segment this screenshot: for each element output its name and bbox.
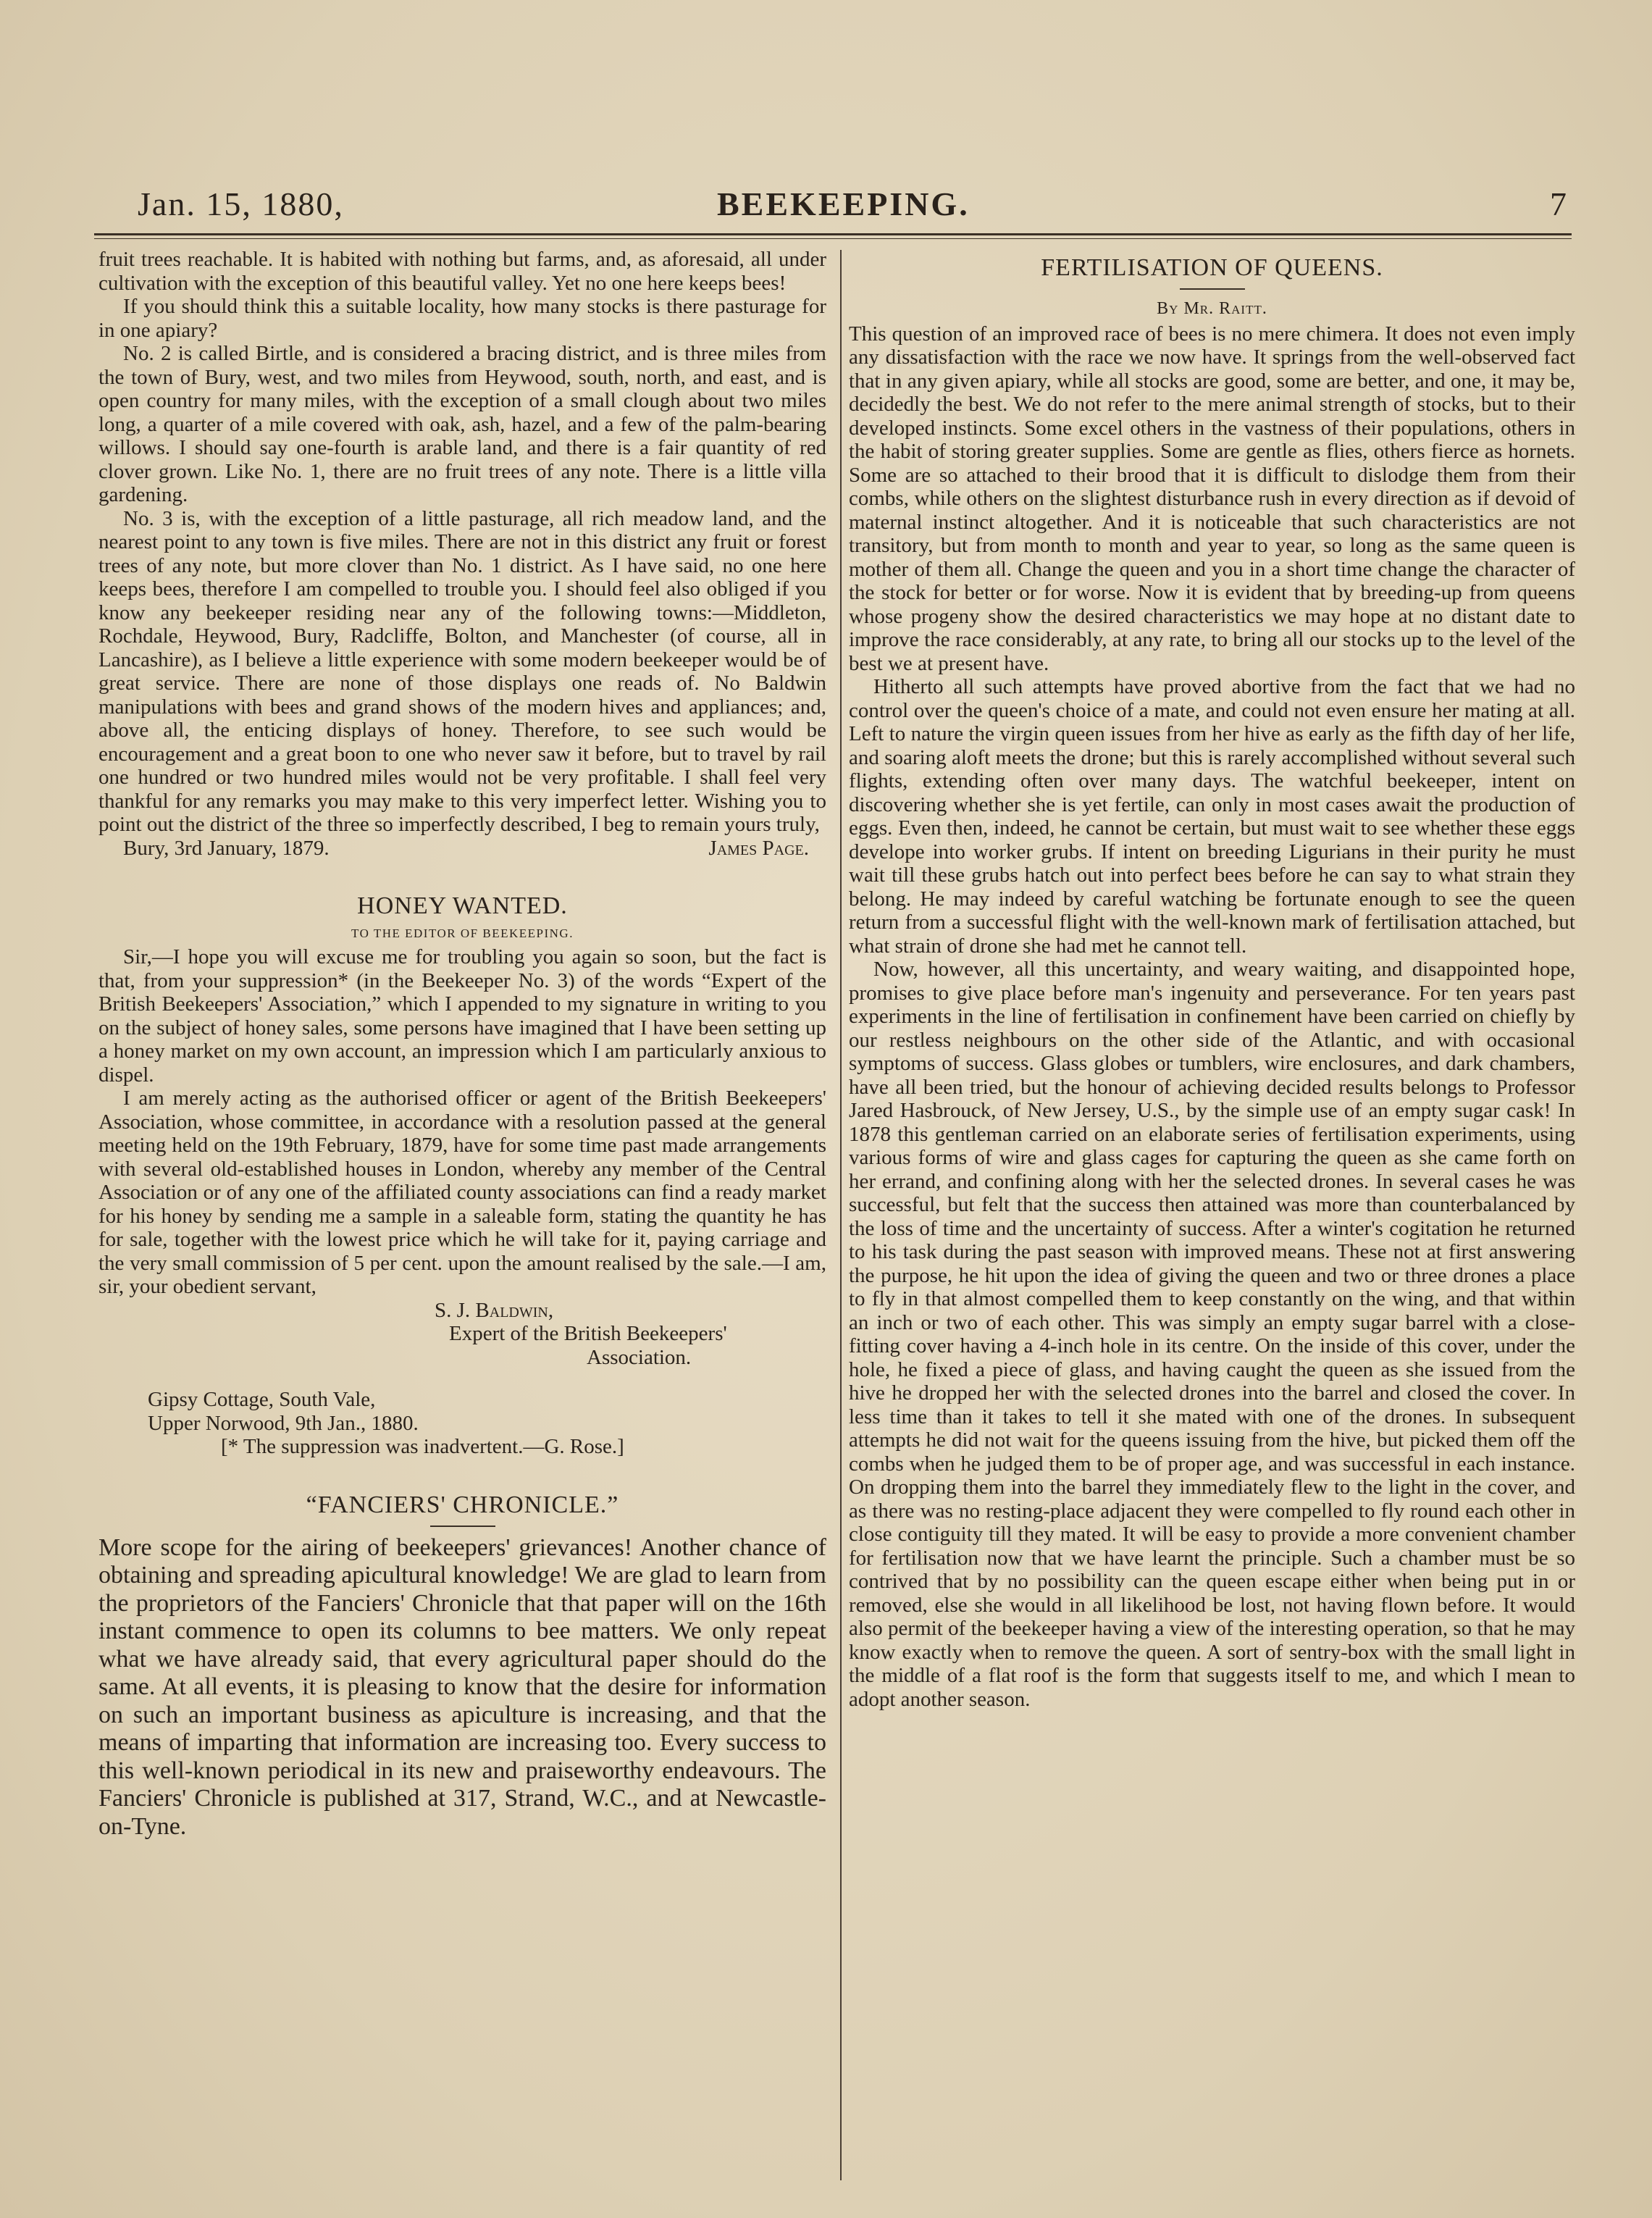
- honey-paragraph: Sir,—I hope you will excuse me for troubling you again so soon, but the fact is that, from your suppression* (in the Beekeeper No. 3) of the words “Expert of the British Beekeepers' Association,” which I appended to my signature in writing to you on the subject of honey sales, some persons have imagined that I have been setting up a honey market on my own account, an impression which I am particularly anxious to dispel.: [98, 945, 826, 1087]
- letter-paragraph: No. 2 is called Birtle, and is considered a bracing district, and is three miles from the town of Bury, west, and two miles from Heywood, south, north, and east, and is open country for many miles, with the exception of a small clough about two miles long, a quarter of a mile covered with oak, ash, hazel, and a few of the palm-bearing willows. I should say one-fourth is arable land, and there is a fair quantity of red clover grown. Like No. 1, there are no fruit trees of any note. There is a little villa gardening.: [98, 342, 826, 506]
- column-divider: [840, 250, 842, 2180]
- honey-signature: S. J. Baldwin,: [435, 1298, 554, 1322]
- honey-signature-title: Expert of the British Beekeepers': [449, 1322, 727, 1345]
- header-rule: [94, 233, 1572, 235]
- letter-signoff: [98, 837, 826, 861]
- honey-address: Gipsy Cottage, South Vale,: [148, 1388, 376, 1411]
- honey-address: Upper Norwood, 9th Jan., 1880.: [148, 1411, 419, 1435]
- article-paragraph: Now, however, all this uncertainty, and weary waiting, and disappointed hope, promises to give place before man's ingenuity and perseverance. For ten years past experiments in the line of fertilisation in confinement have been carried on chiefly by our restless neighbours on the other side of the Atlantic, and with occasional symptoms of success. Glass globes or tumblers, wire enclosures, and dark chambers, have all been tried, but the honour of achieving decided results belongs to Professor Jared Hasbrouck, of New Jersey, U.S., by the simple use of an empty sugar cask! In 1878 this gentleman carried on an elaborate series of fertilisation experiments, using various forms of wire and glass cages for capturing the queen as she came forth on her errand, and confining along with her the selected drones. In several cases he was successful, but felt that the success then attained was more than counterbalanced by the loss of time and the uncertainty of success. After a winter's cogitation he returned to his task during the past season with improved means. These not at first answering the purpose, he hit upon the idea of giving the queen and two or three drones a place to fly in that almost compelled them to keep constantly on the wing, and that within an inch or two of each other. This was simply an empty sugar barrel with a close-fitting cover having a 4-inch hole in its centre. On the inside of this cover, under the hole, he fixed a piece of glass, and having caught the queen as she issued from the hive he dropped her with the selected drones into the barrel and closed the cover. In less time than it takes to tell it she mated with one of the drones. In subsequent attempts he did not wait for the queens issuing from the hive, but picked them off the combs when he judged them to be of proper age, and was successful in each instance. On dropping them into the barrel they immediately flew to the light in the cover, and as there was no resting-place adjacent they were compelled to fly round each other in close contiguity till they mated. It will be easy to provide a more convenient chamber for fertilisation now that we have learnt the principle. Such a chamber must be so contrived that by no possibility can the queen escape either when being put in or removed, else she would in all likelihood be lost, not having flown before. It would also permit of the beekeeper having a view of the interesting operation, so that he may know exactly when to remove the queen. A sort of sentry-box with the small light in the middle of a flat roof is the form that suggests itself to me, and which I mean to adopt another season.: [849, 958, 1575, 1711]
- journal-title: BEEKEEPING.: [717, 185, 970, 222]
- fanciers-body: [98, 1534, 826, 1841]
- letter-signature: James Page.: [708, 836, 809, 860]
- running-head: [138, 185, 1568, 235]
- issue-date: Jan. 15, 1880,: [138, 185, 344, 222]
- byline: By Mr. Raitt.: [1157, 299, 1267, 318]
- honey-wanted-heading: HONEY WANTED.: [357, 892, 568, 919]
- honey-signature-title: Association.: [587, 1345, 692, 1369]
- left-column: [98, 248, 826, 1841]
- editor-note: [* The suppression was inadvertent.—G. Rose.]: [221, 1435, 624, 1458]
- honey-paragraph: I am merely acting as the authorised officer or agent of the British Beekeepers' Association, whose committee, in accordance with a resolution passed at the general meeting held on the 19th February, 1879, have for some time past made arrangements with several old-established houses in London, whereby any member of the Central Association or of any one of the affiliated county associations can find a ready market for his honey by sending me a sample in a saleable form, stating the quantity he has for sale, together with the lowest price which he will take for it, paying carriage and the very small commission of 5 per cent. upon the amount realised by the sale.—I am, sir, your obedient servant,: [98, 1087, 826, 1298]
- page-number: 7: [1550, 185, 1568, 222]
- heading-rule: [1180, 288, 1245, 290]
- letter-paragraph: fruit trees reachable. It is habited with nothing but farms, and, as aforesaid, all under cultivation with the exception of this beautiful valley. Yet no one here keeps bees!: [98, 248, 826, 295]
- honey-wanted-subheading: TO THE EDITOR OF BEEKEEPING.: [351, 926, 574, 940]
- header-rule-thin: [94, 238, 1572, 239]
- article-paragraph: This question of an improved race of bees is no mere chimera. It does not even imply any dissatisfaction with the race we now have. It springs from the well-observed fact that in any given apiary, while all stocks are good, some are better, and one, it may be, decidedly the best. We do not refer to the mere animal strength of stocks, but to their developed instincts. Some excel others in the vastness of their populations, others in the habit of storing greater supplies. Some are gentle as flies, others fierce as hornets. Some are so attached to their brood that it is difficult to dislodge them from their combs, while others on the slightest disturbance rush in every direction as if devoid of maternal instinct altogether. And it is noticeable that such characteristics are not transitory, but from month to month and year to year, so long as the same queen is mother of them all. Change the queen and you in a short time change the character of the stock for better or for worse. Now it is evident that by breeding-up from queens whose progeny show the desired characteristics we may hope at no distant date to improve the race considerably, at any rate, to bring all our stocks up to the level of the best we at present have.: [849, 322, 1575, 675]
- fertilisation-heading: FERTILISATION OF QUEENS.: [1041, 254, 1383, 281]
- heading-rule: [430, 1526, 495, 1527]
- letter-paragraph: If you should think this a suitable locality, how many stocks is there pasturage for in one apiary?: [98, 295, 826, 342]
- fanciers-heading: “FANCIERS' CHRONICLE.”: [306, 1491, 619, 1518]
- letter-place-date: Bury, 3rd January, 1879.: [123, 836, 330, 860]
- fanciers-paragraph: More scope for the airing of beekeepers' grievances! Another chance of obtaining and spreading apicultural knowledge! We are glad to learn from the proprietors of the Fanciers' Chronicle that that paper will on the 16th instant commence to open its columns to bee matters. We only repeat what we have already said, that every agricultural paper should do the same. At all events, it is pleasing to know that the desire for information on such an important business as apiculture is increasing, and that the means of imparting that information are increasing too. Every success to this well-known periodical in its new and praiseworthy endeavours. The Fanciers' Chronicle is published at 317, Strand, W.C., and at Newcastle-on-Tyne.: [98, 1533, 826, 1840]
- article-paragraph: Hitherto all such attempts have proved abortive from the fact that we had no control over the queen's choice of a mate, and could not even ensure her mating at all. Left to nature the virgin queen issues from her hive as early as the fifth day of her life, and soaring aloft meets the drone; but this is rarely accomplished without several such flights, extending often over many days. The watchful beekeeper, intent on discovering whether she is yet fertile, can only in most cases await the production of eggs. Even then, indeed, he cannot be certain, but must wait to see whether these eggs develope into worker grubs. If intent on breeding Ligurians in their purity he must wait till these grubs hatch out into perfect bees before he can say to what strain they belong. He may indeed by careful watching be fortunate enough to see the queen return from a successful flight with the well-known mark of fertilisation attached, but what strain of drone she had met he cannot tell.: [849, 675, 1575, 958]
- letter-paragraph: No. 3 is, with the exception of a little pasturage, all rich meadow land, and the nearest point to any town is five miles. There are not in this district any fruit or forest trees of any note, but more clover than No. 1 district. As I have said, no one here keeps bees, therefore I am compelled to trouble you. I should feel also obliged if you know any beekeeper residing near any of the following towns:—Middleton, Rochdale, Heywood, Bury, Radcliffe, Bolton, and Manchester (of course, all in Lancashire), as I believe a little experience with some modern beekeeper would be of great service. There are none of those displays one reads of. No Baldwin manipulations with bees and grand shows of the modern hives and appliances; and, above all, the enticing displays of honey. Therefore, to see such would be encouragement and a great boon to one who never saw it before, but to travel by rail one hundred or two hundred miles would not be very profitable. I shall feel very thankful for any remarks you may make to this very imperfect letter. Wishing you to point out the district of the three so imperfectly described, I beg to remain yours truly,: [98, 506, 826, 836]
- right-column: [849, 248, 1575, 1711]
